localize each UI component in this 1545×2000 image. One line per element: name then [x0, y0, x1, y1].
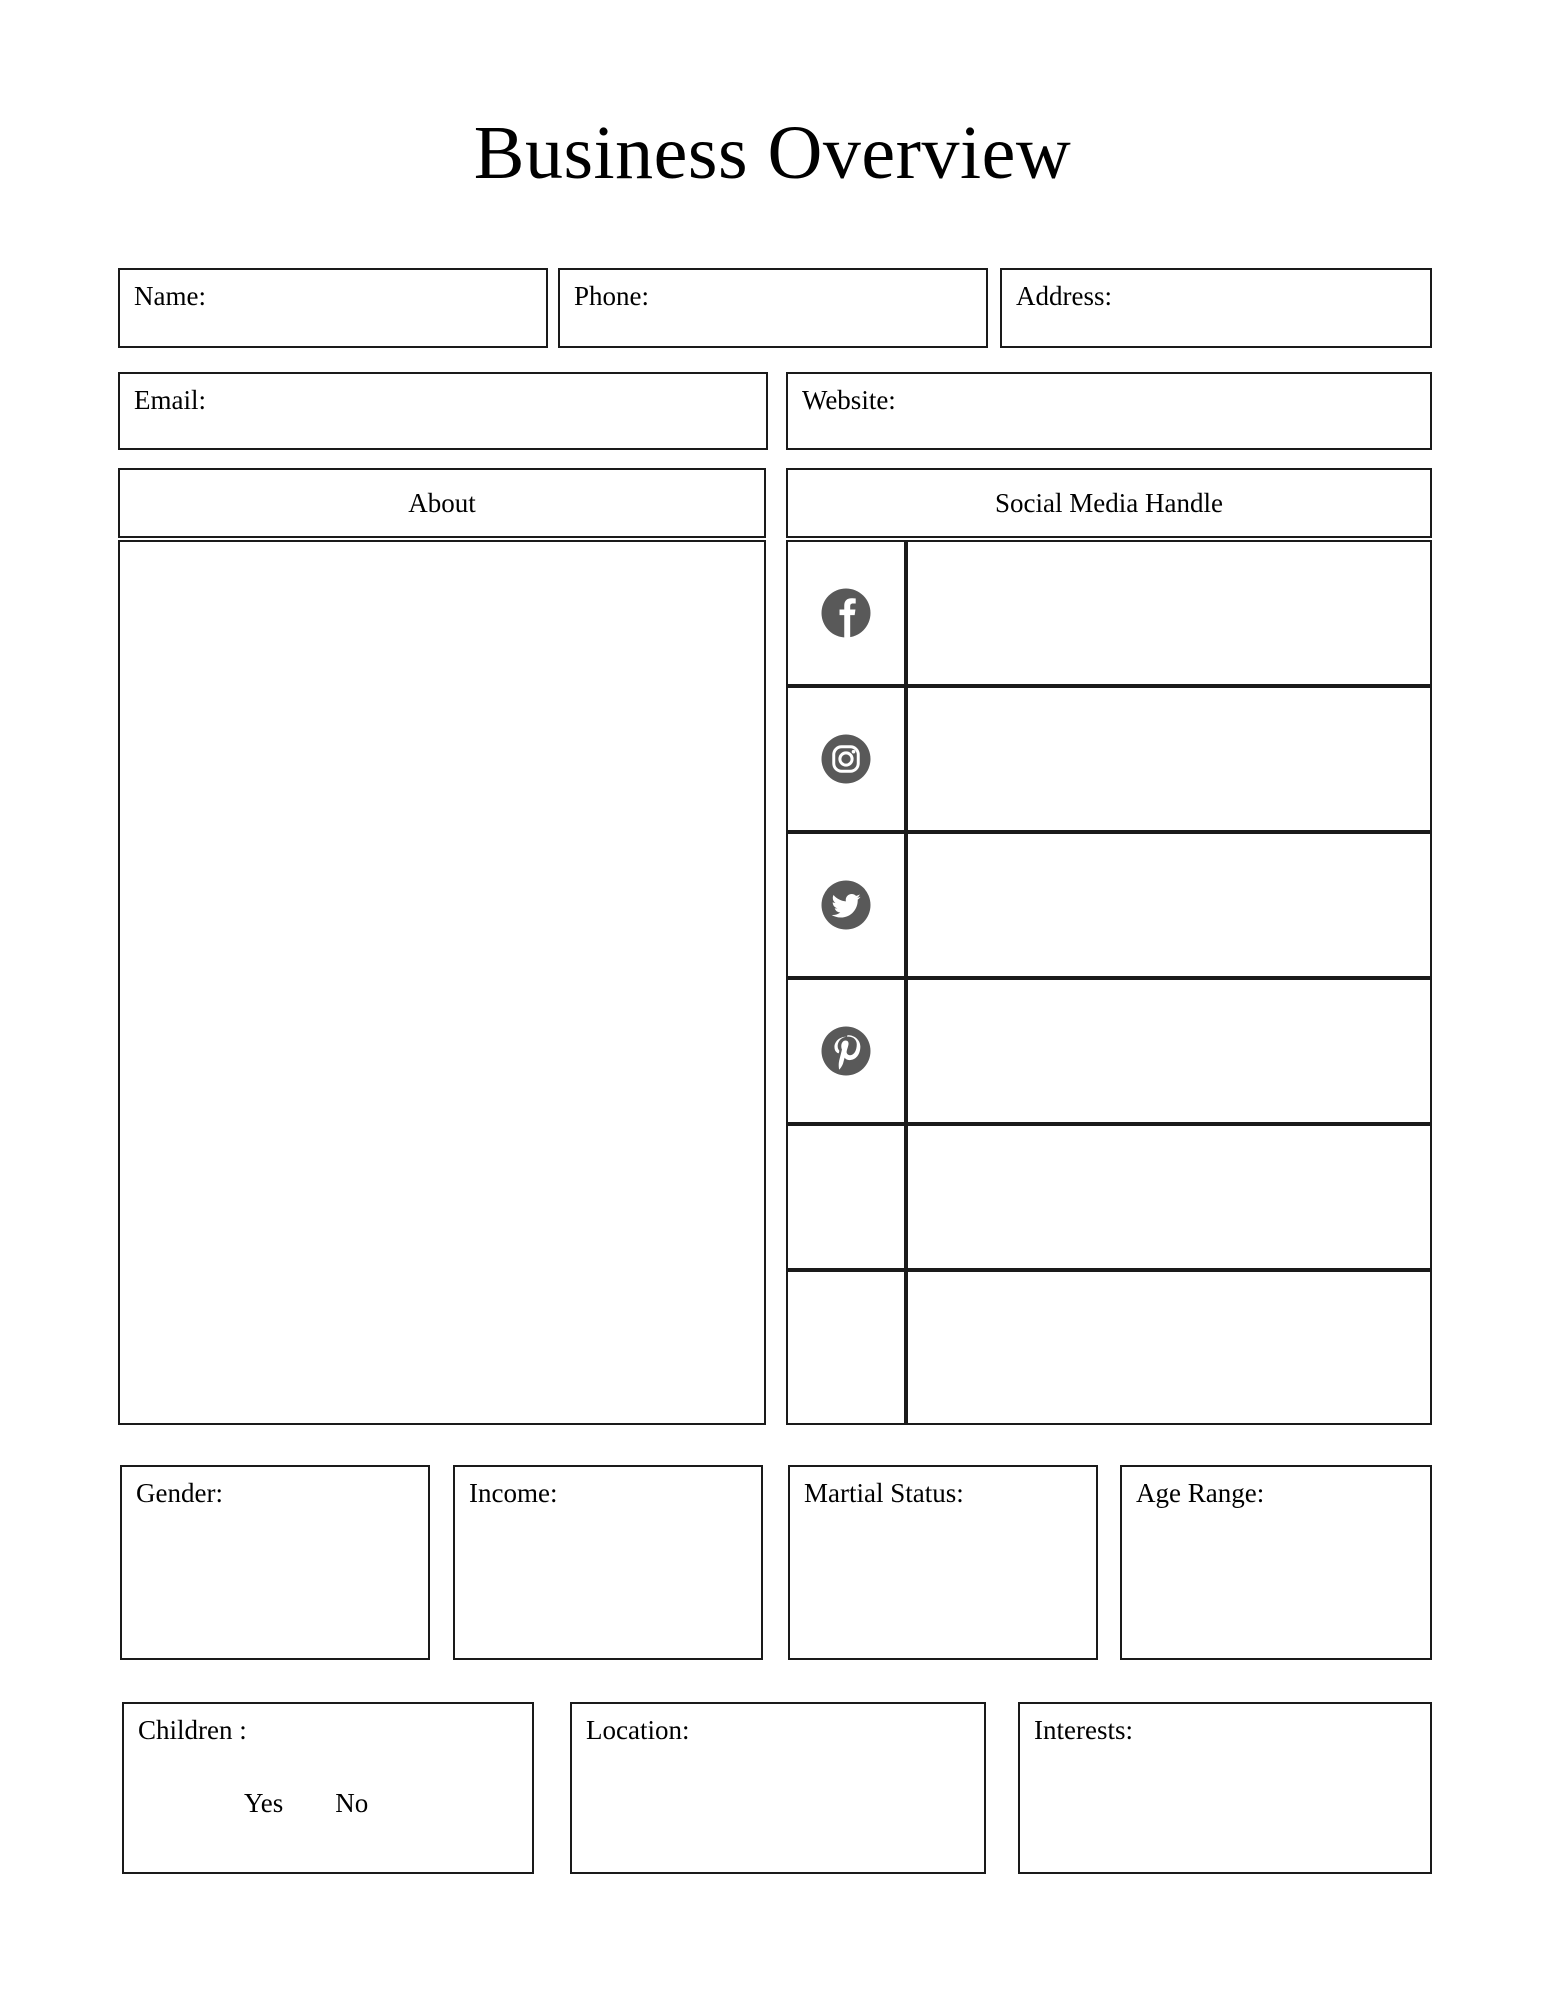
social-icon-cell-pinterest [786, 978, 906, 1124]
children-options [244, 1786, 368, 1820]
phone-label: Phone: [574, 281, 650, 311]
website-field[interactable] [786, 372, 1432, 450]
social-handle-pinterest[interactable] [906, 978, 1432, 1124]
children-yes-option[interactable]: Yes [244, 1788, 284, 1818]
social-media-header [786, 468, 1432, 538]
table-row [786, 978, 1432, 1124]
gender-label: Gender: [136, 1478, 223, 1508]
name-field[interactable] [118, 268, 548, 348]
name-label: Name: [134, 281, 206, 311]
age-range-field[interactable] [1120, 1465, 1432, 1660]
age-range-label: Age Range: [1136, 1478, 1265, 1508]
social-media-header-label: Social Media Handle [995, 488, 1223, 518]
social-icon-cell-twitter [786, 832, 906, 978]
table-row [786, 1124, 1432, 1270]
social-icon-cell-blank-2[interactable] [786, 1270, 906, 1425]
about-header-label: About [408, 488, 476, 518]
income-label: Income: [469, 1478, 558, 1508]
pinterest-icon [818, 1023, 874, 1079]
income-field[interactable] [453, 1465, 763, 1660]
phone-field[interactable] [558, 268, 988, 348]
about-textarea[interactable] [118, 540, 766, 1425]
martial-status-field[interactable] [788, 1465, 1098, 1660]
interests-field[interactable] [1018, 1702, 1432, 1874]
social-handle-instagram[interactable] [906, 686, 1432, 832]
page-title: Business Overview [473, 111, 1072, 195]
children-field[interactable] [122, 1702, 534, 1874]
social-icon-cell-instagram [786, 686, 906, 832]
website-label: Website: [802, 385, 896, 415]
about-header [118, 468, 766, 538]
table-row [786, 540, 1432, 686]
social-handle-twitter[interactable] [906, 832, 1432, 978]
martial-status-label: Martial Status: [804, 1478, 964, 1508]
children-no-option[interactable]: No [335, 1788, 369, 1818]
children-label: Children : [138, 1715, 247, 1745]
facebook-icon [818, 585, 874, 641]
table-row [786, 832, 1432, 978]
instagram-icon [818, 731, 874, 787]
address-field[interactable] [1000, 268, 1432, 348]
social-handle-facebook[interactable] [906, 540, 1432, 686]
table-row [786, 1270, 1432, 1425]
social-media-table [786, 540, 1432, 1425]
social-handle-blank-2[interactable] [906, 1270, 1432, 1425]
location-label: Location: [586, 1715, 690, 1745]
gender-field[interactable] [120, 1465, 430, 1660]
social-handle-blank-1[interactable] [906, 1124, 1432, 1270]
email-label: Email: [134, 385, 206, 415]
interests-label: Interests: [1034, 1715, 1133, 1745]
email-field[interactable] [118, 372, 768, 450]
twitter-icon [818, 877, 874, 933]
social-icon-cell-facebook [786, 540, 906, 686]
social-icon-cell-blank-1[interactable] [786, 1124, 906, 1270]
location-field[interactable] [570, 1702, 986, 1874]
address-label: Address: [1016, 281, 1112, 311]
table-row [786, 686, 1432, 832]
